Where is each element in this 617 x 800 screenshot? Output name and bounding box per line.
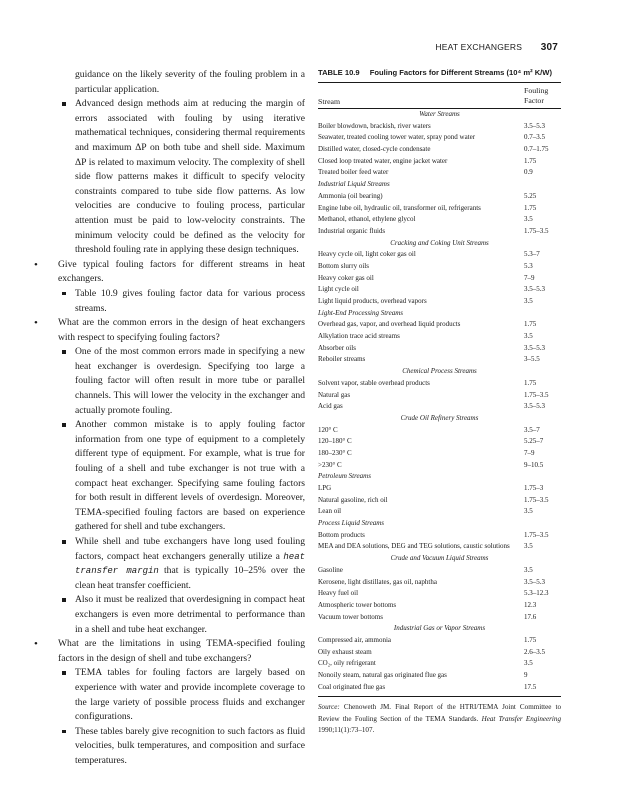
- stream-cell: Natural gas: [318, 390, 351, 399]
- factor-cell: 12.3: [524, 600, 537, 609]
- stream-cell: 120° C: [318, 425, 338, 434]
- column-header-factor-line2: Factor: [524, 96, 544, 105]
- table-body: [318, 109, 561, 693]
- table-10-9: [318, 68, 561, 736]
- factor-cell: 5.3–7: [524, 250, 540, 259]
- table-row: [318, 331, 561, 343]
- stream-cell: Coal originated flue gas: [318, 682, 386, 691]
- factor-cell: 9: [524, 671, 528, 679]
- stream-cell: Compressed air, ammonia: [318, 635, 392, 644]
- factor-cell: 3.5–5.3: [524, 121, 545, 130]
- stream-cell: Engine lube oil, hydraulic oil, transformer oil, refrigerants: [318, 203, 481, 212]
- factor-cell: 1.75–3.5: [524, 390, 549, 399]
- factor-cell: 1.75: [524, 635, 537, 644]
- factor-cell: 7–9: [524, 448, 535, 457]
- table-section-heading: [318, 109, 561, 121]
- table-row: [318, 670, 561, 682]
- table-row: [318, 612, 561, 624]
- table-row: [318, 214, 561, 226]
- table-row: [318, 132, 561, 144]
- source-journal: Heat Transfer Engineering: [481, 714, 561, 723]
- table-row: [318, 203, 561, 215]
- table-row: [318, 144, 561, 156]
- stream-cell: Atmospheric tower bottoms: [318, 600, 397, 609]
- factor-cell: 3.5–5.3: [524, 577, 545, 586]
- table-row: [318, 436, 561, 448]
- answer-bullet: One of the most common errors made in specifying a new heat exchanger is overdesign. Specifying too large a fouling factor will often result in more tube or parallel channels. This will lower the velocity in the exchanger and actually promote fouling.: [58, 345, 305, 418]
- table-row: [318, 647, 561, 659]
- question-bullet: • What are the limitations in using TEMA-specified fouling factors in the design of shell and tube exchangers?: [58, 637, 305, 666]
- paragraph-text: While shell and tube exchangers have long used fouling factors, compact heat exchangers generally utilize a: [75, 536, 305, 562]
- factor-cell: 5.3: [524, 261, 533, 270]
- table-row: [318, 682, 561, 694]
- stream-cell: Oily exhaust steam: [318, 647, 372, 656]
- factor-cell: 7–9: [524, 273, 535, 282]
- stream-cell: Crude Oil Refinery Streams: [400, 413, 479, 422]
- stream-cell: Industrial Liquid Streams: [318, 180, 390, 189]
- table-row: [318, 284, 561, 296]
- stream-cell: Gasoline: [318, 565, 343, 574]
- stream-cell: MEA and DEA solutions, DEG and TEG solutions, caustic solutions: [318, 542, 510, 551]
- factor-cell: 9–10.5: [524, 460, 544, 469]
- factor-cell: 2.6–3.5: [524, 647, 545, 656]
- stream-cell: Lean oil: [318, 507, 342, 516]
- table-row: [318, 495, 561, 507]
- table-row: [318, 273, 561, 285]
- table-row: [318, 261, 561, 273]
- stream-cell: Solvent vapor, stable overhead products: [318, 378, 430, 387]
- table-row: [318, 343, 561, 355]
- table-row: [318, 425, 561, 437]
- table-row: [318, 156, 561, 168]
- table-source-note: [318, 702, 561, 736]
- table-row: [318, 319, 561, 331]
- stream-cell: >230° C: [318, 460, 342, 469]
- source-text: Chenoweth JM. Final Report of the HTRI/TEMA Joint Committee to Review the Fouling Section of the TEMA Standards.: [318, 703, 562, 723]
- factor-cell: 3.5: [524, 659, 533, 668]
- answer-bullet: Advanced design methods aim at reducing the margin of errors associated with fouling by using iterative mathematical techniques, considering thermal requirements and maximum ΔP on both tube and shell side. Maximum ΔP is related to maximum velocity. The complexity of shell side flow patterns makes it difficult to specify velocity constraints compared to tube side flow patterns. As low velocities are conducive to fouling process, particular attention must be paid to low-velocity constraints. The minimum velocity could be defined as the velocity for threshold fouling rate in applying these design techniques.: [58, 97, 305, 258]
- answer-bullet: [58, 535, 305, 593]
- stream-cell: Absorber oils: [318, 343, 356, 352]
- question-bullet: • What are the common errors in the design of heat exchangers with respect to specifying fouling factors?: [58, 316, 305, 345]
- stream-cell: Industrial Gas or Vapor Streams: [393, 624, 486, 633]
- stream-cell: CO₂, oily refrigerant: [318, 659, 376, 668]
- answer-bullet: Table 10.9 gives fouling factor data for various process streams.: [58, 287, 305, 316]
- table-row: [318, 401, 561, 413]
- table-title: Fouling Factors for Different Streams (10⁴ m² K/W): [369, 68, 552, 77]
- factor-cell: 3.5: [524, 565, 533, 574]
- answer-bullet: TEMA tables for fouling factors are largely based on experience with water and provide incomplete coverage to the large variety of possible process fluids and exchanger configurations.: [58, 666, 305, 724]
- table-row: [318, 121, 561, 133]
- factor-cell: 3.5–5.3: [524, 285, 545, 294]
- factor-cell: 3–5.5: [524, 355, 540, 364]
- table-section-heading: [318, 623, 561, 635]
- table-row: [318, 483, 561, 495]
- running-title: HEAT EXCHANGERS: [435, 42, 523, 52]
- table-row: [318, 296, 561, 308]
- column-header-stream: Stream: [318, 97, 341, 106]
- stream-cell: Process Liquid Streams: [318, 519, 384, 528]
- emphasized-term: heat transfer margin: [75, 551, 305, 577]
- stream-cell: Ammonia (oil bearing): [318, 191, 383, 200]
- stream-cell: Seawater, treated cooling tower water, spray pond water: [318, 133, 476, 142]
- table-row: [318, 635, 561, 647]
- table-row: [318, 600, 561, 612]
- table-section-heading: [318, 471, 561, 483]
- factor-cell: 1.75: [524, 320, 537, 329]
- table-bottom-rule: [318, 696, 561, 697]
- factor-cell: 0.9: [524, 168, 533, 177]
- table-row: [318, 588, 561, 600]
- factor-cell: 5.25: [524, 191, 537, 200]
- factor-cell: 3.5: [524, 542, 533, 551]
- paragraph-text: that is typically 10–25% over the clean heat transfer coefficient.: [75, 565, 305, 591]
- stream-cell: 120–180° C: [318, 437, 352, 446]
- stream-cell: Alkylation trace acid streams: [318, 332, 400, 341]
- factor-cell: 1.75–3.5: [524, 530, 549, 539]
- stream-cell: Heavy cycle oil, light coker gas oil: [318, 250, 416, 259]
- factor-cell: 3.5–7: [524, 425, 540, 434]
- continued-paragraph: guidance on the likely severity of the fouling problem in a particular application.: [75, 69, 305, 95]
- stream-cell: Light cycle oil: [318, 285, 359, 294]
- stream-cell: Chemical Process Streams: [402, 367, 477, 376]
- column-header-factor: [524, 86, 548, 106]
- stream-cell: Overhead gas, vapor, and overhead liquid products: [318, 320, 461, 329]
- factor-cell: 1.75: [524, 203, 537, 212]
- factor-cell: 3.5: [524, 297, 533, 305]
- running-header: [435, 42, 558, 53]
- factor-cell: 1.75–3: [524, 484, 544, 492]
- factor-cell: 3.5: [524, 332, 533, 341]
- table-row: [318, 530, 561, 542]
- stream-cell: Industrial organic fluids: [318, 226, 386, 235]
- stream-cell: Distilled water, closed-cycle condensate: [318, 145, 431, 154]
- table-row: [318, 448, 561, 460]
- table-section-heading: [318, 553, 561, 565]
- answer-bullet: These tables barely give recognition to such factors as fluid velocities, bulk temperatures, and composition and surface temperatures.: [58, 725, 305, 769]
- factor-cell: 1.75–3.5: [524, 226, 549, 235]
- left-column: [58, 68, 305, 769]
- factor-cell: 3.5–5.3: [524, 343, 545, 352]
- stream-cell: Methanol, ethanol, ethylene glycol: [318, 215, 416, 224]
- table-row: [318, 354, 561, 366]
- table-row: [318, 167, 561, 179]
- factor-cell: 0.7–3.5: [524, 133, 545, 142]
- stream-cell: Bottom slurry oils: [318, 261, 369, 270]
- table-row: [318, 390, 561, 402]
- answer-bullet: Another common mistake is to apply fouling factor information from one type of equipment to a completely different type of equipment. For example, what is true for fouling of a shell and tube exchanger is not true with a compact heat exchanger. Specifying same fouling factors for both result in different levels of overdesign. Moreover, TEMA-specified fouling factors are based on experience gathered for shell and tube exchangers.: [58, 418, 305, 535]
- source-tail: 1990;11(1):73–107.: [318, 725, 375, 734]
- table-row: [318, 226, 561, 238]
- stream-cell: Petroleum Streams: [318, 472, 371, 481]
- page-number: 307: [540, 42, 558, 53]
- table-section-heading: [318, 366, 561, 378]
- stream-cell: 180–230° C: [318, 448, 352, 457]
- factor-cell: 5.25–7: [524, 437, 544, 446]
- factor-cell: 17.5: [524, 682, 537, 691]
- stream-cell: Treated boiler feed water: [318, 168, 389, 177]
- stream-cell: Boiler blowdown, brackish, river waters: [318, 121, 431, 130]
- stream-cell: Kerosene, light distillates, gas oil, naphtha: [318, 577, 437, 586]
- stream-cell: Light liquid products, overhead vapors: [318, 297, 427, 305]
- stream-cell: Closed loop treated water, engine jacket water: [318, 156, 448, 165]
- table-row: [318, 249, 561, 261]
- stream-cell: Light-End Processing Streams: [318, 308, 404, 317]
- answer-bullet: Also it must be realized that overdesigning in compact heat exchangers is even more detrimental to performance than in a shell and tube heat exchanger.: [58, 593, 305, 637]
- table-row: [318, 191, 561, 203]
- table-section-heading: [318, 308, 561, 320]
- factor-cell: 3.5: [524, 507, 533, 516]
- stream-cell: Natural gasoline, rich oil: [318, 495, 388, 504]
- factor-cell: 17.6: [524, 612, 537, 621]
- factor-cell: 1.75: [524, 156, 537, 165]
- stream-cell: Vacuum tower bottoms: [318, 612, 383, 621]
- stream-cell: Cracking and Coking Unit Streams: [390, 238, 489, 247]
- table-row: [318, 378, 561, 390]
- stream-cell: Acid gas: [318, 402, 343, 411]
- table-section-heading: [318, 518, 561, 530]
- factor-cell: 3.5: [524, 215, 533, 224]
- table-row: [318, 577, 561, 589]
- factor-cell: 1.75: [524, 378, 537, 387]
- stream-cell: Reboiler streams: [318, 355, 366, 364]
- table-section-heading: [318, 413, 561, 425]
- table-number: TABLE 10.9: [318, 68, 360, 77]
- factor-cell: 3.5–5.3: [524, 402, 545, 411]
- source-label: Source:: [318, 703, 340, 712]
- stream-cell: Bottom products: [318, 530, 365, 539]
- stream-cell: Heavy coker gas oil: [318, 273, 374, 282]
- table-row: [318, 541, 561, 553]
- table-row: [318, 506, 561, 518]
- factor-cell: 5.3–12.3: [524, 589, 549, 598]
- stream-cell: Crude and Vacuum Liquid Streams: [390, 554, 489, 563]
- stream-cell: LPG: [318, 484, 332, 492]
- table-row: [318, 565, 561, 577]
- table-caption: [318, 68, 561, 83]
- stream-cell: Nonoily steam, natural gas originated flue gas: [318, 671, 447, 679]
- table-row: [318, 460, 561, 472]
- table-section-heading: [318, 179, 561, 191]
- stream-cell: Water Streams: [419, 110, 460, 118]
- stream-cell: Heavy fuel oil: [318, 589, 359, 598]
- column-header-factor-line1: Fouling: [524, 86, 549, 95]
- factor-cell: 1.75–3.5: [524, 495, 549, 504]
- factor-cell: 0.7–1.75: [524, 145, 549, 154]
- question-bullet: • Give typical fouling factors for different streams in heat exchangers.: [58, 258, 305, 287]
- table-row: [318, 658, 561, 670]
- table-header-row: [318, 83, 561, 109]
- table-section-heading: [318, 238, 561, 250]
